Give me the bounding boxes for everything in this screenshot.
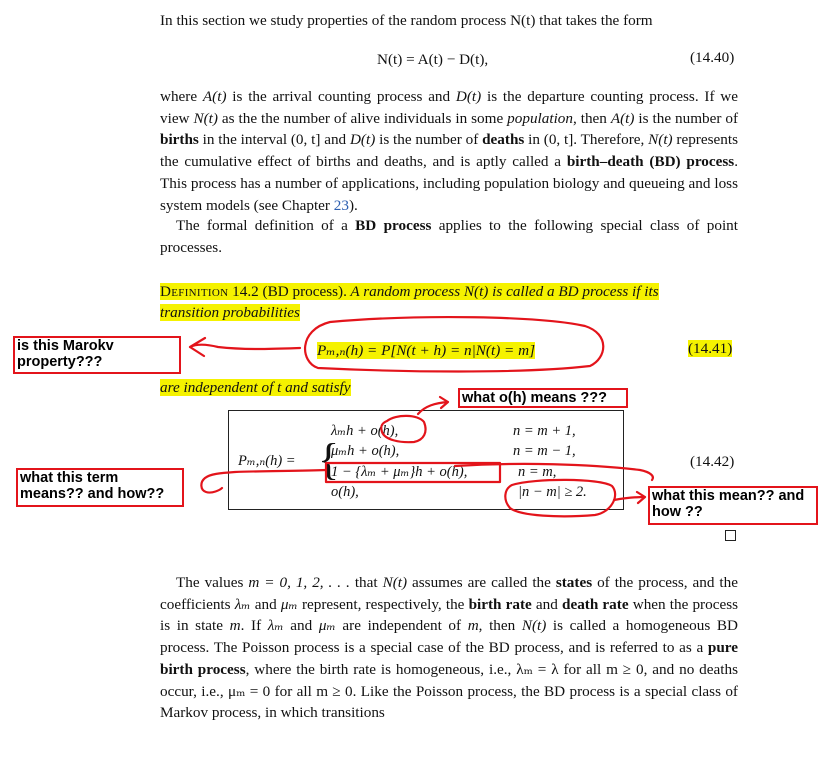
case-expr-3: 1 − {λₘ + μₘ}h + o(h), — [331, 464, 468, 480]
paragraph-states: The values m = 0, 1, 2, . . . that N(t) assumes are called the states of the process, and the coefficients λₘ and μₘ represent, respectively, the birth rate and death rate when the process is in state m. If λₘ and μₘ are independent of m, then N(t) is called a homogeneous BD process. The Poisson process is a special case of the BD process, and is referred to as a pure birth process, where the birth rate is homogeneous, i.e., λₘ = λ for all m ≥ 0, and no deaths occur, i.e., μₘ = 0 for all m ≥ 0. Like the Poisson process, the BD process is a special class of Markov process, in which transitions — [160, 574, 739, 722]
paragraph-bd-definition-intro: The formal definition of a BD process applies to the following special class of point processes. — [160, 217, 738, 256]
equation-14-41: Pₘ,ₙ(h) = P[N(t + h) = n|N(t) = m] — [317, 342, 535, 359]
qed-box-icon — [725, 530, 736, 541]
equation-number: (14.41) — [688, 340, 733, 357]
equation-number: (14.40) — [690, 49, 735, 66]
definition-header: Definition 14.2 (BD process). A random process N(t) is called a BD process if its — [160, 283, 659, 300]
note-what-this-mean: what this mean?? and how ?? — [648, 486, 818, 525]
arrow-to-markov-note — [190, 338, 300, 356]
equation-14-40: N(t) = A(t) − D(t), — [377, 51, 489, 68]
case-cond-3: n = m, — [518, 464, 557, 480]
note-markov-property: is this Marokv property??? — [13, 336, 181, 374]
definition-condition: are independent of t and satisfy — [160, 379, 351, 396]
equation-number: (14.42) — [690, 453, 735, 470]
chapter-link[interactable]: 23 — [333, 196, 349, 214]
case-expr-1: λₘh + o(h), — [331, 423, 399, 439]
intro-line: In this section we study properties of the random process N(t) that takes the form — [160, 12, 653, 29]
case-cond-4: |n − m| ≥ 2. — [518, 484, 587, 500]
case-cond-1: n = m + 1, — [513, 423, 576, 439]
note-term-meaning: what this term means?? and how?? — [16, 468, 184, 507]
brace: { — [318, 435, 340, 484]
cases-lhs: Pₘ,ₙ(h) = — [238, 453, 296, 469]
paragraph-bd-intro: where A(t) is the arrival counting process and D(t) is the departure counting process. If we view N(t) as the the number of alive individuals in some population, then A(t) is the number of births in the interval (0, t] and D(t) is the number of deaths in (0, t]. Therefore, N(t) represents the cumulative effect of births and deaths, and is aptly called a birth–death (BD) process. This process has a number of applications, including population biology and queueing and loss system models (see Chapter 23). — [160, 88, 738, 214]
definition-line-2: transition probabilities — [160, 304, 300, 321]
case-expr-2: μₘh + o(h), — [331, 443, 400, 459]
note-oh-meaning: what o(h) means ??? — [458, 388, 628, 408]
case-expr-4: o(h), — [331, 484, 359, 500]
case-cond-2: n = m − 1, — [513, 443, 576, 459]
